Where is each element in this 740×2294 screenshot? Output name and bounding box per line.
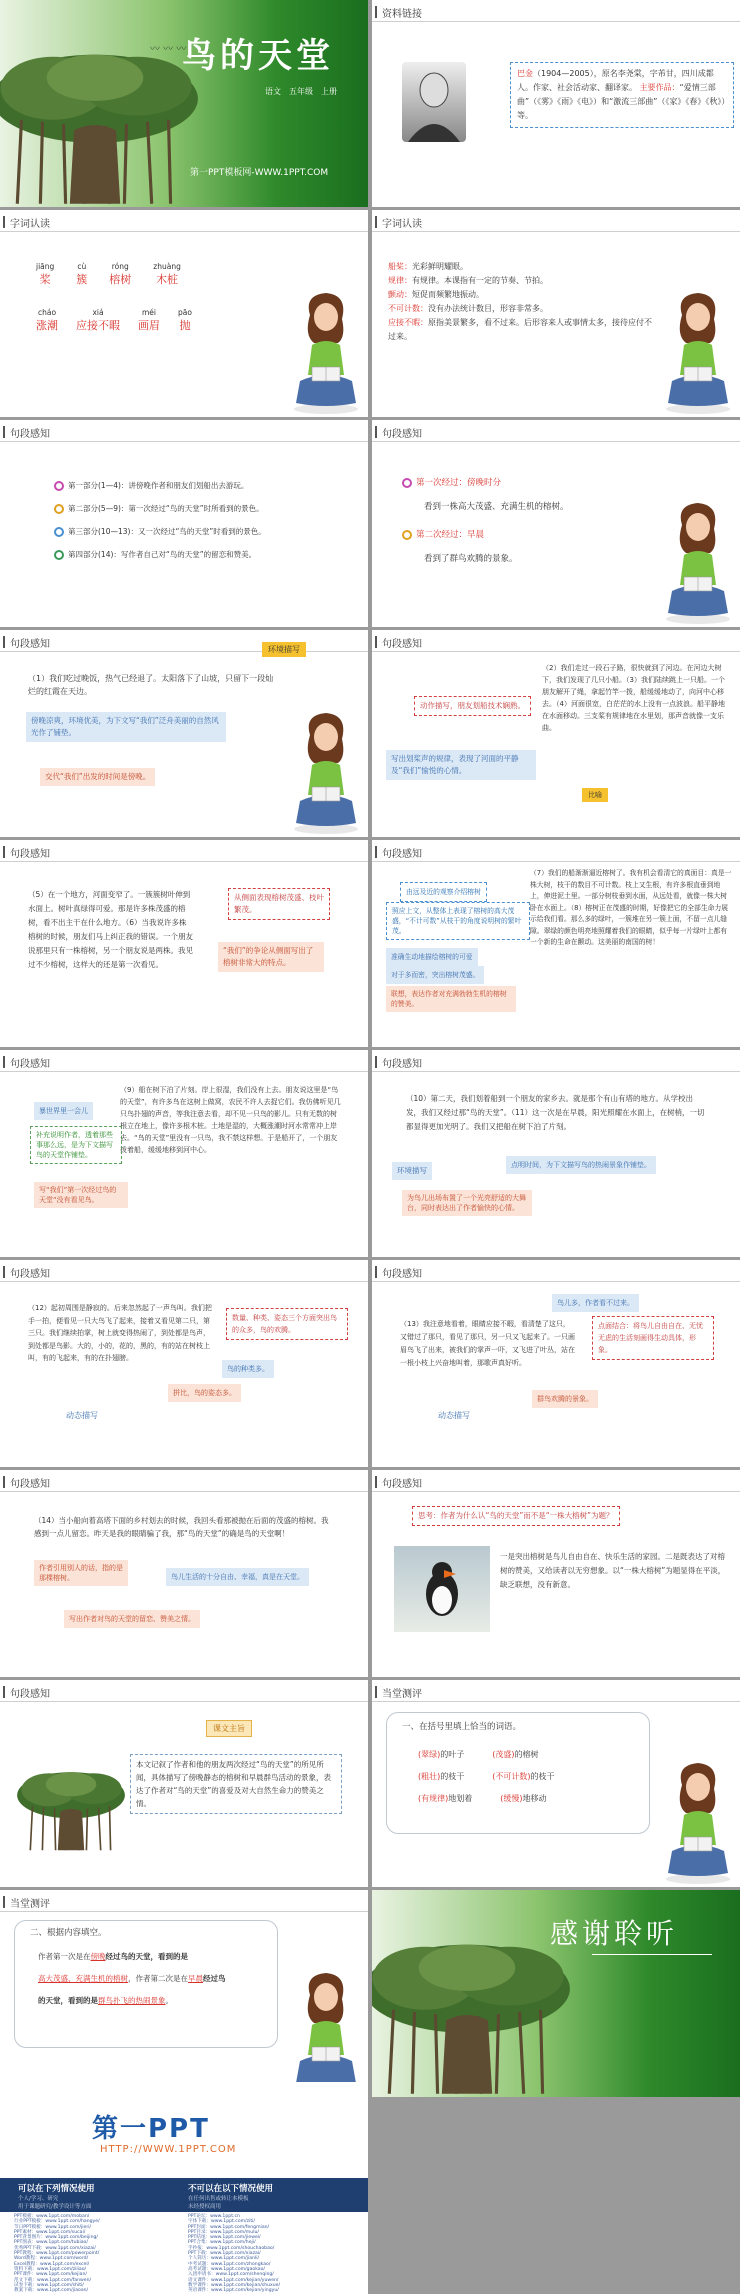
meaning-term: 应接不暇： <box>388 318 428 327</box>
part-text: 第三部分(10—13)：又一次经过“鸟的天堂”时看到的景色。 <box>68 527 266 536</box>
note-pink: 群鸟欢腾的景象。 <box>532 1390 598 1408</box>
environment-tag: 环境描写 <box>262 642 306 657</box>
quiz-word: 的榕树 <box>514 1750 539 1759</box>
vocab-word <box>138 308 160 333</box>
pinyin: zhuàng <box>153 262 181 271</box>
vocab-word <box>178 308 192 333</box>
vocab-row <box>36 308 192 333</box>
note-dashed: 点面结合：将鸟儿自由自在、无忧无虑的生活刻画得生动具体，形象。 <box>592 1316 714 1360</box>
girl-reading-image <box>662 285 734 415</box>
quiz-word: 地移动 <box>522 1794 547 1803</box>
header-title: 句段感知 <box>10 1269 50 1280</box>
quiz-row <box>418 1766 555 1788</box>
slide-para1 <box>0 630 368 837</box>
ad-link[interactable]: PPT背景图片：www.1ppt.com/beijing/ <box>14 2235 98 2241</box>
note-dashed: 动作描写，朋友划船技术娴熟。 <box>414 696 531 716</box>
note-blue: 点明时间，为下文描写鸟的热闹景象作铺垫。 <box>506 1156 656 1174</box>
quiz-answer: (茂盛) <box>492 1750 515 1759</box>
spiral-icon <box>54 550 64 560</box>
ad-link[interactable]: 优秀PPT下载：www.1ppt.com/xiazai/ <box>14 2245 96 2251</box>
girl-reading-image <box>290 1965 362 2095</box>
ad-link[interactable]: Excel教程：www.1ppt.com/excel/ <box>14 2261 90 2267</box>
puffin-image <box>394 1546 490 1632</box>
ad-links-left <box>14 2214 184 2293</box>
spiral-icon <box>54 504 64 514</box>
spiral-icon <box>402 478 412 488</box>
ad-link[interactable]: 字体下载：www.1ppt.com/ziti/ <box>188 2219 255 2225</box>
cannot-use-title: 不可以在以下情况使用 <box>188 2184 274 2194</box>
note-blue: 鸟儿多，作者看不过来。 <box>552 1294 639 1312</box>
meaning-definition: 光彩鲜明耀眼。 <box>412 262 468 271</box>
hanzi: 榕树 <box>109 273 132 286</box>
quiz-question: 二、根据内容填空。 <box>30 1928 107 1938</box>
slide-thanks <box>372 1890 740 2097</box>
slide-vocab-meaning <box>372 210 740 417</box>
paragraph-text: （13）我注意地看着，眼睛应接不暇，看清楚了这只，又错过了那只，看见了那只，另一只又飞起来了。一只画眉鸟飞了出来，被我们的掌声一吓，又飞进了叶丛，站在一根小枝上兴奋地叫着，那歌声真好听。 <box>400 1320 575 1367</box>
ad-link[interactable]: Word教程：www.1ppt.com/word/ <box>14 2256 89 2262</box>
paragraph-text: （12）起初周围是静寂的。后来忽然起了一声鸟叫。我们把手一拍，便看见一只大鸟飞了起来，接着又看见第二只，第三只。我们继续拍掌，树上就变得热闹了，到处都是鸟声，到处都是鸟影。大的，小的，花的，黑的，有的站在树枝上叫，有的飞起来，有的在扑翅膀。 <box>28 1304 212 1362</box>
ad-link[interactable]: 中考试题：www.1ppt.com/zhongkao/ <box>188 2261 271 2267</box>
note-dashed: 从侧面表现榕树茂盛、枝叶繁茂。 <box>228 888 330 920</box>
vocab-word <box>36 308 58 333</box>
ad-link[interactable]: PPT合集：www.1ppt.com/heji/ <box>188 2240 256 2246</box>
quiz-answer: (粗壮) <box>418 1772 441 1781</box>
quiz-word: 的叶子 <box>440 1750 465 1759</box>
slide-two-visits <box>372 420 740 627</box>
paragraph-text: （9）船在树下泊了片刻。岸上很湿，我们没有上去。朋友说这里是“鸟的天堂”，有许多鸟在这树上做窝，农民不许人去捉它们。我仿佛听见几只鸟扑翅的声音，等我注意去看，却不见一只鸟的影儿。只有无数的树根立在地上，像许多根木桩。土地是湿的，大概涨潮时河水常常冲上岸去。“鸟的天堂”里没有一只鸟，我不禁这样想。于是船开了，一个朋友拨着船，缓缓地移到河中心。 <box>120 1086 341 1154</box>
pinyin: méi <box>141 308 156 317</box>
meaning-term: 不可计数： <box>388 304 428 313</box>
vocab-word <box>109 262 131 287</box>
paragraph-text: （7）我们的船渐渐逼近榕树了。我有机会看清它的真面目：真是一株大树，枝干的数目不可计数。枝上又生根，有许多根直垂到地上，伸进泥土里。一部分树枝垂到水面，从远处看，就像一株大树卧在水面上。（8）榕树正在茂盛的时期，好像把它的全部生命力展示给我们看。那么多的绿叶，一簇堆在另一簇上面，不留一点儿缝隙。翠绿的颜色明亮地照耀着我们的眼睛，似乎每一片绿叶上都有一个新的生命在颤动。这美丽的南国的树！ <box>530 869 732 946</box>
header-title: 句段感知 <box>10 1059 50 1070</box>
part-text: 第一部分(1—4)：讲傍晚作者和朋友们划船出去游玩。 <box>68 481 249 490</box>
can-use-title: 可以在下列情况使用 <box>18 2184 95 2194</box>
header-title: 当堂测评 <box>10 1899 50 1910</box>
note-dashed: 数量、种类、姿态三个方面突出鸟的众多，鸟的欢腾。 <box>226 1308 348 1340</box>
header-title: 句段感知 <box>10 429 50 440</box>
ad-url[interactable]: HTTP://WWW.1PPT.COM <box>100 2144 237 2155</box>
slide-ad <box>0 2082 368 2294</box>
cannot-use-sub: 在任何出售或转让本模板 <box>188 2196 249 2202</box>
paragraph-text: （10）第二天，我们划着船到一个朋友的家乡去。就是那个有山有塔的地方。从学校出发，我们又经过那“鸟的天堂”。（11）这一次是在早晨，阳光照耀在水面上，在树梢，一切都显得更加光明了。我们又把船在树下泊了片刻。 <box>406 1094 705 1131</box>
slide-para7 <box>0 1260 368 1467</box>
author-box <box>510 62 734 128</box>
header-title: 句段感知 <box>382 1269 422 1280</box>
ad-link[interactable]: PPT素材：www.1ppt.com/sucai/ <box>14 2229 86 2235</box>
girl-reading-image <box>290 285 362 415</box>
note-dashed-blue: 由远及近的观察介绍榕树 <box>400 882 487 902</box>
vocab-meaning-list <box>388 260 658 344</box>
slide-author <box>372 0 740 207</box>
spiral-icon <box>54 481 64 491</box>
pinyin: pāo <box>178 308 192 317</box>
slide-question <box>372 1470 740 1677</box>
ad-link[interactable]: PPT下载：www.1ppt.com/xiazai/ <box>188 2251 261 2257</box>
meaning-item <box>388 260 658 274</box>
motion-tag: 动态描写 <box>438 1411 470 1420</box>
hanzi: 桨 <box>39 273 51 286</box>
note-blue: 写出划桨声的规律，表现了河面的平静及“我们”愉悦的心情。 <box>386 750 536 780</box>
quiz-answer: (缓慢) <box>500 1794 523 1803</box>
author-name: 巴金 <box>517 69 533 78</box>
note-blue: 鸟儿生活的十分自由、幸福，真是在天堂。 <box>166 1568 309 1586</box>
header-title: 句段感知 <box>382 429 422 440</box>
hanzi: 簇 <box>76 273 88 286</box>
ad-link[interactable]: PPT结尾：www.1ppt.com/jiewei/ <box>188 2235 261 2241</box>
can-use-sub: 用于课题研究/教学设计等方面 <box>18 2204 92 2210</box>
vocab-word <box>153 262 181 287</box>
vocab-word <box>76 262 87 287</box>
girl-reading-image <box>662 495 734 625</box>
first-visit-label: 第一次经过：傍晚时分 <box>402 476 501 488</box>
note-pink: 联想，表达作者对充满勃勃生机的榕树的赞美。 <box>386 986 516 1012</box>
pinyin: xiá <box>92 308 104 317</box>
header-title: 字词认读 <box>10 219 50 230</box>
author-photo <box>402 62 466 142</box>
slide-para5 <box>0 1050 368 1257</box>
metaphor-tag: 比喻 <box>582 788 608 802</box>
part-item <box>54 474 354 497</box>
works-text: “爱情三部曲”（《雾》《雨》《电》）和“激流三部曲”（《家》《春》《秋》）等。 <box>517 83 726 120</box>
ad-link[interactable]: 英语课件：www.1ppt.com/kejian/yingyu/ <box>188 2288 279 2294</box>
thanks-text: 感谢聆听 <box>550 1917 679 1950</box>
ad-link[interactable]: PPT目录：www.1ppt.com/mulu/ <box>188 2229 259 2235</box>
hanzi: 涨潮 <box>36 319 58 332</box>
ad-link[interactable]: 行业PPT模板：www.1ppt.com/hangye/ <box>14 2219 100 2225</box>
theme-tag: 课文主旨 <box>206 1720 252 1737</box>
pinyin: cháo <box>37 308 57 317</box>
slide-para9 <box>0 1470 368 1677</box>
slide-parts <box>0 420 368 627</box>
hanzi: 画眉 <box>138 319 160 332</box>
slide-para3 <box>0 840 368 1047</box>
part-text: 第四部分(14)：写作者自己对“鸟的天堂”的留恋和赞美。 <box>68 550 257 559</box>
banyan-tree-image <box>16 1764 126 1854</box>
hanzi: 应接不暇 <box>76 319 120 332</box>
slide-para6 <box>372 1050 740 1257</box>
cover-subtitle: 语文 五年级 上册 <box>265 87 337 96</box>
meaning-item <box>388 274 658 288</box>
paragraph-text: （2）我们走过一段石子路，很快就到了河边。在河边大树下，我们发现了几只小船。（3）我们陆续跳上一只船。一个朋友解开了绳，拿起竹竿一拨，船缓缓地动了，向河中心移去。（4）河面很宽，白茫茫的水上没有一点波浪。船平静地在水面移动。三支桨有规律地在水里划，那声音就像一支乐曲。 <box>542 664 725 732</box>
question-text: 思考：作者为什么认“鸟的天堂”而不是“一株大榕树”为题？ <box>412 1506 620 1526</box>
cover-site: 第一PPT模板网-WWW.1PPT.COM <box>190 168 329 178</box>
meaning-item <box>388 316 658 344</box>
note-dashed-blue: 照应上文，从整体上表现了榕树的高大茂盛，“不计可数”从枝干的角度说明树的繁叶茂。 <box>386 902 530 940</box>
theme-text: 本文记叙了作者和他的朋友两次经过“鸟的天堂”的所见所闻，具体描写了傍晚静态的榕树和早晨群鸟活动的景象，表达了作者对“鸟的天堂”的喜爱及对大自然生命力的赞美之情。 <box>130 1754 342 1814</box>
girl-reading-image <box>662 1755 734 1885</box>
slide-quiz1 <box>372 1680 740 1887</box>
meaning-item <box>388 302 658 316</box>
ad-link[interactable]: 数学课件：www.1ppt.com/kejian/shuxue/ <box>188 2282 281 2288</box>
ad-link[interactable]: 高考试题：www.1ppt.com/gaokao/ <box>188 2266 265 2272</box>
paragraph-text: （5）在一个地方，河面变窄了。一簇簇树叶伸到水面上。树叶真绿得可爱。那是许多株茂盛的榕树，看不出主干在什么地方。（6）当我说许多株榕树的时候，朋友们马上纠正我的错误。一个朋友说那里只有一株榕树，另一个朋友说是两株。我见过不少榕树，这样大的还是第一次看见。 <box>28 890 193 969</box>
ad-link[interactable]: 范文下载：www.1ppt.com/fanwen/ <box>14 2277 92 2283</box>
banyan-tree-image <box>0 40 200 207</box>
note-blue: 暴世界里一会儿 <box>34 1102 93 1120</box>
ad-link[interactable]: PPT教程：www.1ppt.com/powerpoint/ <box>14 2251 100 2257</box>
meaning-definition: 原指美景繁多，看不过来。后形容来人或事情太多，接待应付不过来。 <box>388 318 652 341</box>
header-title: 句段感知 <box>10 1689 50 1700</box>
ad-link[interactable]: 入团申请书：www.1ppt.com/shenqing/ <box>188 2272 274 2278</box>
quiz-answer: (翠绿) <box>418 1750 441 1759</box>
ad-link[interactable]: PPT封面：www.1ppt.com/fengmian/ <box>188 2224 270 2230</box>
part-text: 第二部分(5—9)：第一次经过“鸟的天堂”时所看到的景色。 <box>68 504 264 513</box>
author-text: （1904—2005），原名李尧棠，字芾甘，四川成都人。作家、社会活动家、翻译家。 <box>517 69 714 92</box>
slide-cover <box>0 0 368 207</box>
ad-link[interactable]: 节日PPT模板：www.1ppt.com/jieri/ <box>14 2224 92 2230</box>
ad-logo: 第一PPT <box>92 2114 210 2144</box>
note-dashed-green: 补充说明作者，透着那些事那么远，是为下文描写鸟的天堂作铺垫。 <box>30 1126 122 1164</box>
ad-link[interactable]: PPT模板：www.1ppt.com/moban/ <box>14 2214 90 2219</box>
quiz-word: 的枝干 <box>440 1772 465 1781</box>
part-item <box>54 497 354 520</box>
answer-text: 一是突出榕树是鸟儿自由自在、快乐生活的家园。二是既表达了对榕树的赞美，又给读者以无穷想象。以“一株大榕树”为题显得在平淡，缺乏联想，没有新意。 <box>500 1552 726 1589</box>
quiz-fill-text: 作者第一次是在傍晚经过鸟的天堂，看到的是 高大茂盛、充满生机的榕树，作者第二次是在早晨经过鸟 的天堂，看到的是群鸟扑飞的热闹景象。 <box>38 1952 226 2005</box>
header-title: 句段感知 <box>10 1479 50 1490</box>
ad-link[interactable]: 手抄报：www.1ppt.com/shouchaobao/ <box>188 2245 275 2251</box>
header-title: 资料链接 <box>382 9 422 20</box>
pinyin: cù <box>77 262 87 271</box>
slide-quiz2 <box>0 1890 368 2097</box>
note-blue: 准确生动地描绘榕树的可爱 <box>386 948 478 966</box>
header-title: 当堂测评 <box>382 1689 422 1700</box>
meaning-definition: 有规律。本课指有一定的节奏、节拍。 <box>412 276 548 285</box>
first-visit-text: 看到一株高大茂盛、充满生机的榕树。 <box>424 502 569 512</box>
header-title: 句段感知 <box>10 849 50 860</box>
meaning-term: 颤动： <box>388 290 412 299</box>
header-title: 句段感知 <box>382 849 422 860</box>
quiz-rows <box>418 1744 555 1810</box>
vocab-word <box>36 262 54 287</box>
slide-theme <box>0 1680 368 1887</box>
meaning-term: 船桨： <box>388 262 412 271</box>
note-pink: 拼比，鸟的姿态多。 <box>168 1384 241 1402</box>
ad-link[interactable]: PPT论坛：www.1ppt.cn <box>188 2214 240 2219</box>
part-item <box>54 520 354 543</box>
header-title: 字词认读 <box>382 219 422 230</box>
quiz-row <box>418 1744 555 1766</box>
vocab-word <box>76 308 120 333</box>
ad-link[interactable]: 教案下载：www.1ppt.com/jiaoan/ <box>14 2288 89 2294</box>
slide-vocab-pinyin <box>0 210 368 417</box>
quiz-word: 地划着 <box>448 1794 473 1803</box>
ad-link[interactable]: PPT图表：www.1ppt.com/tubiao/ <box>14 2240 88 2246</box>
banyan-tree-image <box>372 1930 572 2097</box>
note-pink: 写出作者对鸟的天堂的留恋、赞美之情。 <box>64 1610 200 1628</box>
pinyin: róng <box>111 262 129 271</box>
hanzi: 木桩 <box>156 273 179 286</box>
slide-para4 <box>372 840 740 1047</box>
paragraph-text: （14）当小船向着高塔下面的乡村划去的时候，我回头看那被抛在后面的茂盛的榕树。我感到一点儿留恋。昨天是我的眼睛骗了我，那“鸟的天堂”的确是鸟的天堂啊！ <box>34 1516 329 1538</box>
vocab-row <box>36 262 181 287</box>
girl-reading-image <box>290 705 362 835</box>
part-item <box>54 543 354 566</box>
note-blue: 傍晚凉爽，环境优美，为下文写“我们”泛舟美丽的自然风光作了铺垫。 <box>26 712 226 742</box>
note-blue: 鸟的种类多。 <box>222 1360 274 1378</box>
ad-link[interactable]: 试卷下载：www.1ppt.com/shiti/ <box>14 2282 84 2288</box>
meaning-term: 规律： <box>388 276 412 285</box>
note-pink: 为鸟儿出场布置了一个光亮舒适的大舞台，同时表达出了作者愉快的心情。 <box>402 1190 532 1216</box>
parts-list <box>54 474 354 566</box>
motion-tag: 动态描写 <box>66 1411 98 1420</box>
meaning-definition: 没有办法统计数目，形容非常多。 <box>428 304 548 313</box>
meaning-definition: 短促而频繁地振动。 <box>412 290 484 299</box>
note-pink: 作者引用别人的话，指的是那棵榕树。 <box>34 1560 128 1586</box>
quiz-answer: (有规律) <box>418 1794 449 1803</box>
note-pink: 写“我们”第一次经过鸟的天堂“没有看见鸟。 <box>34 1182 128 1208</box>
slide-header <box>372 0 740 22</box>
can-use-sub: 个人/学习、研究 <box>18 2196 59 2202</box>
hanzi: 抛 <box>179 319 191 332</box>
ad-link[interactable]: PPT课件：www.1ppt.com/kejian/ <box>14 2272 87 2278</box>
meaning-item <box>388 288 658 302</box>
environment-tag: 环境描写 <box>392 1162 432 1180</box>
ad-links-right <box>188 2214 358 2293</box>
slide-para2 <box>372 630 740 837</box>
spiral-icon <box>54 527 64 537</box>
quiz-question: 一、在括号里填上恰当的词语。 <box>402 1722 522 1732</box>
note-blue: 对于多而密，突出榕树茂盛。 <box>386 966 484 984</box>
ad-link[interactable]: 语文课件：www.1ppt.com/kejian/yuwen/ <box>188 2277 279 2283</box>
header-title: 句段感知 <box>10 639 50 650</box>
birds-icon: 〰 〰 〰 <box>150 44 187 55</box>
thanks-divider <box>592 1954 712 1955</box>
header-title: 句段感知 <box>382 1479 422 1490</box>
pinyin: jiāng <box>36 262 55 271</box>
quiz-answer: (不可计数) <box>492 1772 531 1781</box>
slide-para8 <box>372 1260 740 1467</box>
note-pink: “我们”的争论从侧面写出了榕树非常大的特点。 <box>218 942 324 972</box>
spiral-icon <box>402 530 412 540</box>
quiz-row <box>418 1788 555 1810</box>
paragraph-text: （1）我们吃过晚饭，热气已经退了。太阳落下了山坡，只留下一段灿烂的红霞在天边。 <box>28 674 274 696</box>
ad-link[interactable]: 个人简历：www.1ppt.com/jianli/ <box>188 2256 260 2262</box>
works-label: 主要作品： <box>639 83 680 92</box>
cover-title: 鸟的天堂 <box>182 36 334 76</box>
note-pink: 交代“我们”出发的时间是傍晚。 <box>40 768 155 786</box>
quiz-word: 的枝干 <box>530 1772 555 1781</box>
cannot-use-sub: 未经授权商用 <box>188 2204 222 2210</box>
second-visit-label: 第二次经过：早晨 <box>402 528 484 540</box>
second-visit-text: 看到了群鸟欢腾的景象。 <box>424 554 518 564</box>
header-title: 句段感知 <box>382 639 422 650</box>
header-title: 句段感知 <box>382 1059 422 1070</box>
ad-link[interactable]: 资料下载：www.1ppt.com/ziliao/ <box>14 2266 87 2272</box>
